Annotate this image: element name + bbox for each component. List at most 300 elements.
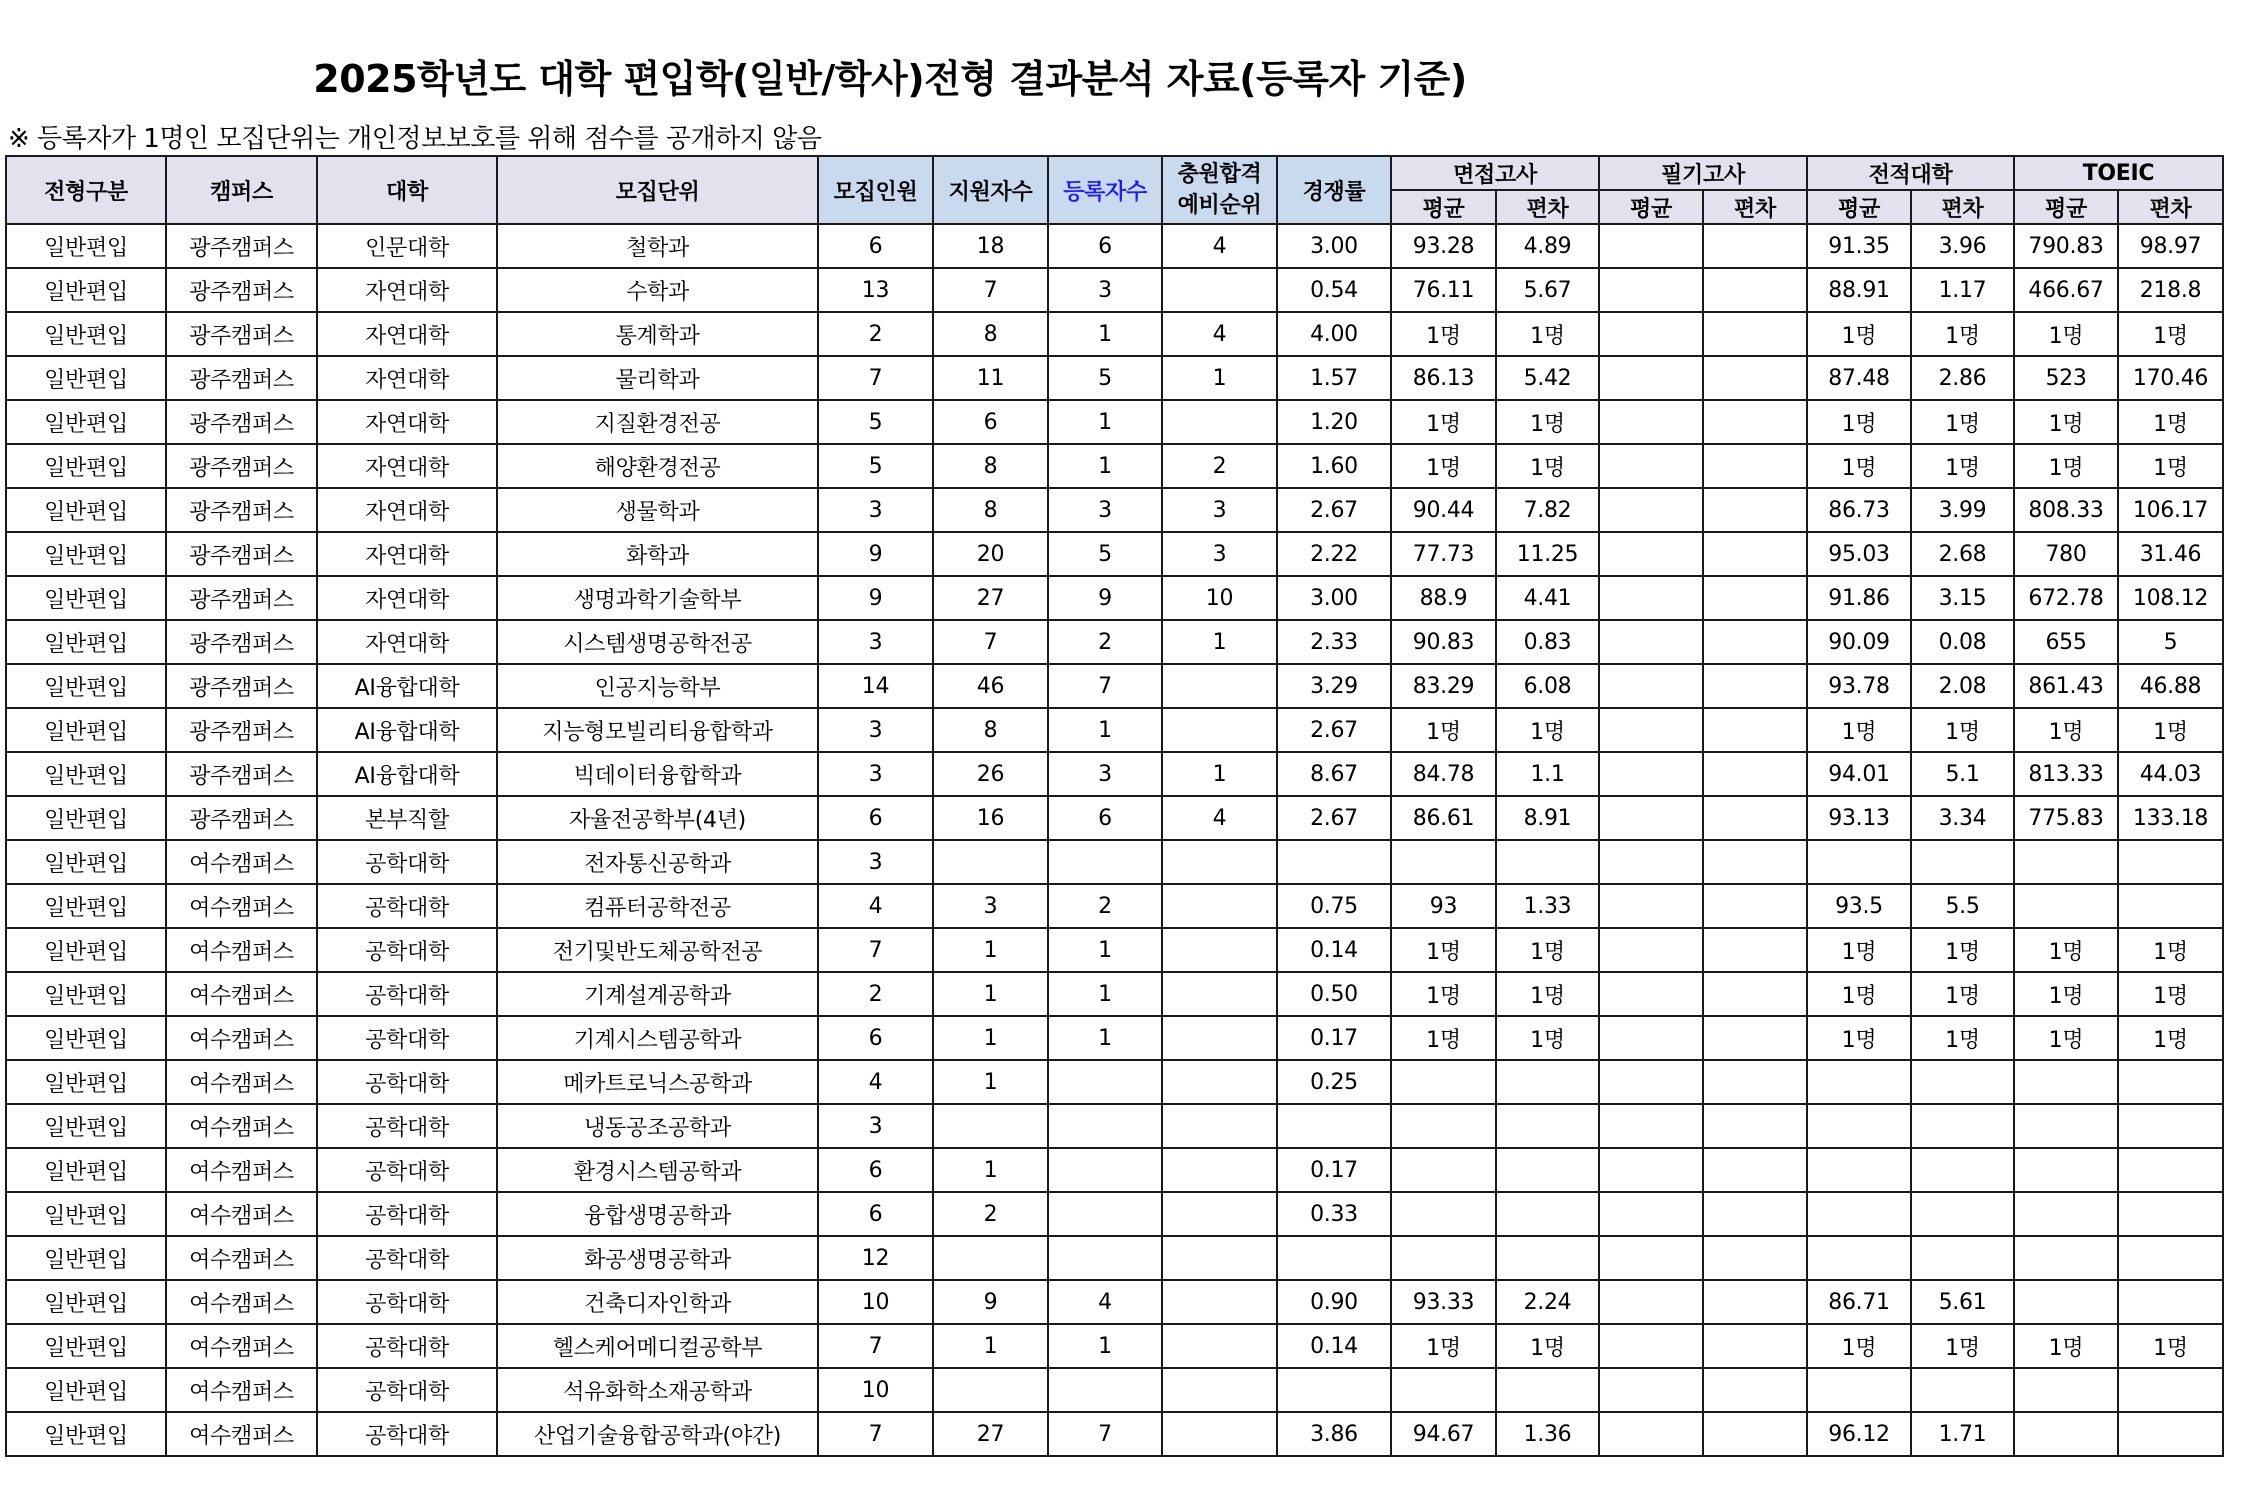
cell-registered: 3 [1048, 488, 1162, 532]
table-row [6, 664, 2223, 708]
cell-type: 일반편입 [6, 400, 166, 444]
cell-written-avg [1599, 1104, 1703, 1148]
cell-campus: 여수캠퍼스 [166, 1236, 317, 1280]
cell-prev-univ-dev: 1명 [1911, 928, 2014, 972]
cell-college: 자연대학 [317, 268, 497, 312]
cell-unit: 기계설계공학과 [497, 972, 818, 1016]
cell-written-avg [1599, 620, 1703, 664]
cell-campus: 광주캠퍼스 [166, 620, 317, 664]
cell-type: 일반편입 [6, 488, 166, 532]
cell-unit: 냉동공조공학과 [497, 1104, 818, 1148]
cell-interview-avg: 1명 [1391, 444, 1496, 488]
table-row [6, 1192, 2223, 1236]
cell-toeic-avg: 861.43 [2014, 664, 2118, 708]
cell-applicants: 1 [933, 1060, 1048, 1104]
cell-registered [1048, 840, 1162, 884]
cell-written-avg [1599, 224, 1703, 268]
cell-unit: 빅데이터융합학과 [497, 752, 818, 796]
cell-applicants: 18 [933, 224, 1048, 268]
cell-waitlist: 10 [1162, 576, 1277, 620]
cell-toeic-dev: 1명 [2118, 708, 2223, 752]
cell-applicants: 11 [933, 356, 1048, 400]
cell-unit: 메카트로닉스공학과 [497, 1060, 818, 1104]
cell-toeic-dev: 1명 [2118, 1016, 2223, 1060]
cell-written-avg [1599, 400, 1703, 444]
cell-quota: 7 [818, 1324, 933, 1368]
cell-toeic-dev: 1명 [2118, 444, 2223, 488]
cell-ratio: 0.90 [1277, 1280, 1391, 1324]
cell-quota: 2 [818, 312, 933, 356]
cell-interview-dev [1496, 1060, 1599, 1104]
cell-waitlist [1162, 1104, 1277, 1148]
cell-unit: 융합생명공학과 [497, 1192, 818, 1236]
cell-prev-univ-dev [1911, 1368, 2014, 1412]
header-toeic-dev: 편차 [2118, 190, 2223, 224]
cell-unit: 건축디자인학과 [497, 1280, 818, 1324]
cell-applicants [933, 840, 1048, 884]
cell-interview-dev: 5.42 [1496, 356, 1599, 400]
cell-interview-dev [1496, 1192, 1599, 1236]
cell-toeic-dev: 5 [2118, 620, 2223, 664]
header-toeic-avg: 평균 [2014, 190, 2118, 224]
cell-interview-avg [1391, 840, 1496, 884]
cell-applicants: 27 [933, 1412, 1048, 1456]
cell-ratio [1277, 1104, 1391, 1148]
cell-interview-dev: 1.36 [1496, 1412, 1599, 1456]
table-row [6, 1104, 2223, 1148]
cell-prev-univ-avg: 87.48 [1807, 356, 1911, 400]
cell-registered: 2 [1048, 884, 1162, 928]
cell-toeic-dev [2118, 1104, 2223, 1148]
cell-toeic-avg: 780 [2014, 532, 2118, 576]
cell-written-dev [1703, 1060, 1807, 1104]
cell-written-avg [1599, 664, 1703, 708]
cell-prev-univ-dev: 2.68 [1911, 532, 2014, 576]
cell-ratio: 0.75 [1277, 884, 1391, 928]
cell-written-dev [1703, 1104, 1807, 1148]
cell-waitlist [1162, 400, 1277, 444]
cell-ratio: 0.14 [1277, 928, 1391, 972]
cell-type: 일반편입 [6, 532, 166, 576]
document-title: 2025학년도 대학 편입학(일반/학사)전형 결과분석 자료(등록자 기준) [313, 57, 1467, 101]
cell-written-dev [1703, 532, 1807, 576]
cell-waitlist [1162, 1192, 1277, 1236]
cell-interview-dev: 2.24 [1496, 1280, 1599, 1324]
cell-applicants: 1 [933, 972, 1048, 1016]
table-row [6, 1412, 2223, 1456]
cell-college: AI융합대학 [317, 752, 497, 796]
cell-unit: 물리학과 [497, 356, 818, 400]
cell-interview-dev: 1명 [1496, 1016, 1599, 1060]
cell-written-dev [1703, 620, 1807, 664]
cell-toeic-avg: 1명 [2014, 972, 2118, 1016]
cell-type: 일반편입 [6, 840, 166, 884]
cell-written-avg [1599, 884, 1703, 928]
cell-quota: 5 [818, 400, 933, 444]
cell-prev-univ-avg: 86.71 [1807, 1280, 1911, 1324]
cell-ratio: 0.17 [1277, 1016, 1391, 1060]
cell-ratio [1277, 1368, 1391, 1412]
cell-toeic-dev: 46.88 [2118, 664, 2223, 708]
cell-prev-univ-dev: 1명 [1911, 400, 2014, 444]
cell-campus: 여수캠퍼스 [166, 928, 317, 972]
cell-interview-avg: 1명 [1391, 928, 1496, 972]
cell-interview-avg [1391, 1368, 1496, 1412]
cell-quota: 3 [818, 840, 933, 884]
cell-campus: 여수캠퍼스 [166, 1324, 317, 1368]
cell-applicants: 1 [933, 928, 1048, 972]
cell-prev-univ-dev: 3.15 [1911, 576, 2014, 620]
cell-type: 일반편입 [6, 444, 166, 488]
cell-toeic-dev [2118, 1148, 2223, 1192]
cell-prev-univ-avg: 1명 [1807, 972, 1911, 1016]
cell-applicants: 2 [933, 1192, 1048, 1236]
cell-toeic-avg [2014, 840, 2118, 884]
cell-prev-univ-avg [1807, 1368, 1911, 1412]
cell-ratio: 1.57 [1277, 356, 1391, 400]
cell-quota: 3 [818, 488, 933, 532]
cell-toeic-dev: 133.18 [2118, 796, 2223, 840]
cell-type: 일반편입 [6, 928, 166, 972]
cell-written-dev [1703, 576, 1807, 620]
cell-written-avg [1599, 840, 1703, 884]
cell-college: 공학대학 [317, 1368, 497, 1412]
cell-toeic-avg: 813.33 [2014, 752, 2118, 796]
cell-prev-univ-dev: 5.61 [1911, 1280, 2014, 1324]
cell-registered: 1 [1048, 972, 1162, 1016]
cell-registered: 5 [1048, 532, 1162, 576]
cell-ratio: 2.22 [1277, 532, 1391, 576]
cell-toeic-avg [2014, 1280, 2118, 1324]
cell-interview-avg: 77.73 [1391, 532, 1496, 576]
cell-college: AI융합대학 [317, 664, 497, 708]
cell-type: 일반편입 [6, 1104, 166, 1148]
cell-college: 공학대학 [317, 928, 497, 972]
table-row [6, 1236, 2223, 1280]
cell-prev-univ-dev: 1명 [1911, 312, 2014, 356]
cell-registered: 3 [1048, 268, 1162, 312]
cell-waitlist [1162, 928, 1277, 972]
table-row [6, 1324, 2223, 1368]
cell-campus: 여수캠퍼스 [166, 1060, 317, 1104]
cell-college: 공학대학 [317, 840, 497, 884]
cell-prev-univ-dev: 5.5 [1911, 884, 2014, 928]
table-row [6, 1280, 2223, 1324]
cell-applicants: 3 [933, 884, 1048, 928]
cell-applicants: 16 [933, 796, 1048, 840]
cell-college: 자연대학 [317, 444, 497, 488]
cell-interview-avg [1391, 1148, 1496, 1192]
table-row [6, 576, 2223, 620]
cell-toeic-avg: 466.67 [2014, 268, 2118, 312]
cell-college: 공학대학 [317, 884, 497, 928]
cell-toeic-dev: 106.17 [2118, 488, 2223, 532]
cell-interview-avg: 1명 [1391, 972, 1496, 1016]
cell-prev-univ-avg: 88.91 [1807, 268, 1911, 312]
cell-prev-univ-dev: 3.34 [1911, 796, 2014, 840]
cell-written-dev [1703, 488, 1807, 532]
cell-interview-dev: 1명 [1496, 972, 1599, 1016]
cell-toeic-avg [2014, 1236, 2118, 1280]
cell-toeic-dev: 1명 [2118, 928, 2223, 972]
cell-prev-univ-dev: 1.17 [1911, 268, 2014, 312]
cell-prev-univ-avg: 96.12 [1807, 1412, 1911, 1456]
cell-waitlist: 1 [1162, 620, 1277, 664]
cell-written-avg [1599, 268, 1703, 312]
cell-toeic-avg: 775.83 [2014, 796, 2118, 840]
cell-campus: 광주캠퍼스 [166, 400, 317, 444]
cell-college: 자연대학 [317, 312, 497, 356]
cell-applicants: 26 [933, 752, 1048, 796]
cell-prev-univ-avg [1807, 1148, 1911, 1192]
cell-type: 일반편입 [6, 1236, 166, 1280]
cell-type: 일반편입 [6, 664, 166, 708]
cell-waitlist [1162, 1060, 1277, 1104]
cell-quota: 6 [818, 1192, 933, 1236]
cell-written-dev [1703, 796, 1807, 840]
cell-interview-dev: 7.82 [1496, 488, 1599, 532]
cell-interview-avg: 90.44 [1391, 488, 1496, 532]
cell-prev-univ-dev [1911, 1236, 2014, 1280]
cell-ratio: 0.25 [1277, 1060, 1391, 1104]
cell-type: 일반편입 [6, 972, 166, 1016]
cell-college: 본부직할 [317, 796, 497, 840]
cell-interview-avg: 83.29 [1391, 664, 1496, 708]
cell-ratio: 2.67 [1277, 796, 1391, 840]
cell-applicants: 1 [933, 1148, 1048, 1192]
results-table [5, 155, 2224, 1457]
cell-interview-dev [1496, 1104, 1599, 1148]
cell-waitlist [1162, 1368, 1277, 1412]
cell-quota: 13 [818, 268, 933, 312]
cell-written-dev [1703, 1236, 1807, 1280]
cell-interview-dev [1496, 840, 1599, 884]
cell-interview-avg: 93 [1391, 884, 1496, 928]
cell-ratio: 0.54 [1277, 268, 1391, 312]
cell-written-dev [1703, 884, 1807, 928]
cell-type: 일반편입 [6, 356, 166, 400]
cell-quota: 7 [818, 1412, 933, 1456]
cell-waitlist [1162, 708, 1277, 752]
table-row [6, 884, 2223, 928]
cell-college: 공학대학 [317, 1016, 497, 1060]
cell-interview-avg [1391, 1060, 1496, 1104]
cell-toeic-dev: 170.46 [2118, 356, 2223, 400]
cell-interview-avg: 1명 [1391, 1016, 1496, 1060]
cell-toeic-dev [2118, 1412, 2223, 1456]
cell-toeic-avg: 655 [2014, 620, 2118, 664]
header-interview-avg: 평균 [1391, 190, 1496, 224]
table-row [6, 620, 2223, 664]
header-registered: 등록자수 [1048, 156, 1162, 224]
cell-prev-univ-dev: 1명 [1911, 1324, 2014, 1368]
cell-type: 일반편입 [6, 884, 166, 928]
cell-toeic-dev: 1명 [2118, 1324, 2223, 1368]
cell-toeic-avg [2014, 1104, 2118, 1148]
cell-prev-univ-avg [1807, 1192, 1911, 1236]
cell-prev-univ-avg: 91.86 [1807, 576, 1911, 620]
cell-written-dev [1703, 664, 1807, 708]
cell-written-dev [1703, 1368, 1807, 1412]
cell-ratio [1277, 840, 1391, 884]
cell-college: 공학대학 [317, 1236, 497, 1280]
cell-toeic-dev: 1명 [2118, 972, 2223, 1016]
cell-waitlist [1162, 1412, 1277, 1456]
cell-waitlist: 4 [1162, 312, 1277, 356]
cell-prev-univ-dev: 1명 [1911, 444, 2014, 488]
cell-interview-dev [1496, 1236, 1599, 1280]
cell-quota: 6 [818, 1148, 933, 1192]
table-row [6, 356, 2223, 400]
cell-waitlist [1162, 972, 1277, 1016]
cell-interview-avg: 84.78 [1391, 752, 1496, 796]
cell-interview-avg: 86.13 [1391, 356, 1496, 400]
cell-type: 일반편입 [6, 1148, 166, 1192]
cell-waitlist: 2 [1162, 444, 1277, 488]
cell-college: 공학대학 [317, 1148, 497, 1192]
header-prev-univ-dev: 편차 [1911, 190, 2014, 224]
cell-registered: 1 [1048, 708, 1162, 752]
cell-prev-univ-avg: 1명 [1807, 312, 1911, 356]
cell-prev-univ-avg: 90.09 [1807, 620, 1911, 664]
cell-prev-univ-avg: 94.01 [1807, 752, 1911, 796]
cell-written-dev [1703, 1412, 1807, 1456]
cell-interview-dev: 11.25 [1496, 532, 1599, 576]
cell-prev-univ-dev: 1.71 [1911, 1412, 2014, 1456]
table-row [6, 400, 2223, 444]
cell-unit: 생명과학기술학부 [497, 576, 818, 620]
cell-toeic-avg: 1명 [2014, 708, 2118, 752]
cell-written-avg [1599, 532, 1703, 576]
cell-quota: 6 [818, 1016, 933, 1060]
cell-prev-univ-dev: 1명 [1911, 708, 2014, 752]
table-row [6, 532, 2223, 576]
table-row [6, 1060, 2223, 1104]
cell-registered: 7 [1048, 1412, 1162, 1456]
cell-unit: 지능형모빌리티융합학과 [497, 708, 818, 752]
cell-unit: 석유화학소재공학과 [497, 1368, 818, 1412]
cell-interview-avg [1391, 1104, 1496, 1148]
cell-college: 자연대학 [317, 576, 497, 620]
cell-campus: 여수캠퍼스 [166, 1412, 317, 1456]
cell-quota: 9 [818, 576, 933, 620]
cell-waitlist: 4 [1162, 224, 1277, 268]
cell-interview-avg [1391, 1192, 1496, 1236]
header-written-avg: 평균 [1599, 190, 1703, 224]
cell-unit: 컴퓨터공학전공 [497, 884, 818, 928]
cell-type: 일반편입 [6, 312, 166, 356]
cell-type: 일반편입 [6, 224, 166, 268]
cell-ratio: 3.86 [1277, 1412, 1391, 1456]
privacy-note: ※ 등록자가 1명인 모집단위는 개인정보보호를 위해 점수를 공개하지 않음 [8, 124, 822, 154]
cell-interview-dev: 1명 [1496, 928, 1599, 972]
header-type: 전형구분 [6, 156, 166, 224]
cell-toeic-avg: 808.33 [2014, 488, 2118, 532]
cell-registered: 6 [1048, 224, 1162, 268]
cell-interview-avg [1391, 1236, 1496, 1280]
cell-written-dev [1703, 400, 1807, 444]
cell-interview-avg: 88.9 [1391, 576, 1496, 620]
cell-quota: 7 [818, 356, 933, 400]
cell-interview-avg: 1명 [1391, 708, 1496, 752]
table-row [6, 444, 2223, 488]
cell-campus: 광주캠퍼스 [166, 268, 317, 312]
table-row [6, 488, 2223, 532]
cell-toeic-dev: 31.46 [2118, 532, 2223, 576]
cell-toeic-avg [2014, 1060, 2118, 1104]
cell-prev-univ-dev: 5.1 [1911, 752, 2014, 796]
cell-quota: 4 [818, 884, 933, 928]
cell-type: 일반편입 [6, 752, 166, 796]
cell-written-avg [1599, 1148, 1703, 1192]
cell-quota: 5 [818, 444, 933, 488]
cell-waitlist [1162, 268, 1277, 312]
cell-campus: 광주캠퍼스 [166, 576, 317, 620]
cell-college: 공학대학 [317, 972, 497, 1016]
cell-written-dev [1703, 1016, 1807, 1060]
cell-written-avg [1599, 928, 1703, 972]
cell-waitlist [1162, 1016, 1277, 1060]
cell-written-dev [1703, 1192, 1807, 1236]
cell-interview-dev: 5.67 [1496, 268, 1599, 312]
cell-campus: 광주캠퍼스 [166, 312, 317, 356]
cell-prev-univ-avg: 86.73 [1807, 488, 1911, 532]
cell-college: 공학대학 [317, 1280, 497, 1324]
cell-prev-univ-dev [1911, 1060, 2014, 1104]
cell-prev-univ-avg [1807, 1104, 1911, 1148]
header-quota: 모집인원 [818, 156, 933, 224]
cell-quota: 9 [818, 532, 933, 576]
cell-registered [1048, 1236, 1162, 1280]
cell-type: 일반편입 [6, 1412, 166, 1456]
table-row [6, 708, 2223, 752]
cell-written-dev [1703, 752, 1807, 796]
cell-waitlist [1162, 840, 1277, 884]
cell-campus: 여수캠퍼스 [166, 972, 317, 1016]
cell-quota: 2 [818, 972, 933, 1016]
cell-campus: 광주캠퍼스 [166, 488, 317, 532]
table-row [6, 752, 2223, 796]
cell-campus: 여수캠퍼스 [166, 1280, 317, 1324]
cell-written-dev [1703, 1148, 1807, 1192]
cell-unit: 산업기술융합공학과(야간) [497, 1412, 818, 1456]
cell-toeic-avg: 1명 [2014, 400, 2118, 444]
cell-applicants: 6 [933, 400, 1048, 444]
cell-prev-univ-dev [1911, 840, 2014, 884]
cell-type: 일반편입 [6, 708, 166, 752]
cell-applicants: 27 [933, 576, 1048, 620]
cell-ratio: 3.29 [1277, 664, 1391, 708]
cell-waitlist [1162, 1148, 1277, 1192]
cell-campus: 여수캠퍼스 [166, 1104, 317, 1148]
cell-type: 일반편입 [6, 268, 166, 312]
cell-unit: 철학과 [497, 224, 818, 268]
cell-applicants: 9 [933, 1280, 1048, 1324]
cell-type: 일반편입 [6, 1060, 166, 1104]
cell-interview-avg: 76.11 [1391, 268, 1496, 312]
header-prev-univ-avg: 평균 [1807, 190, 1911, 224]
cell-interview-dev: 1명 [1496, 400, 1599, 444]
cell-interview-dev: 1명 [1496, 444, 1599, 488]
cell-interview-avg: 1명 [1391, 1324, 1496, 1368]
cell-unit: 수학과 [497, 268, 818, 312]
cell-campus: 여수캠퍼스 [166, 1192, 317, 1236]
cell-toeic-avg: 1명 [2014, 928, 2118, 972]
cell-campus: 여수캠퍼스 [166, 840, 317, 884]
cell-campus: 광주캠퍼스 [166, 752, 317, 796]
cell-quota: 10 [818, 1368, 933, 1412]
cell-quota: 12 [818, 1236, 933, 1280]
